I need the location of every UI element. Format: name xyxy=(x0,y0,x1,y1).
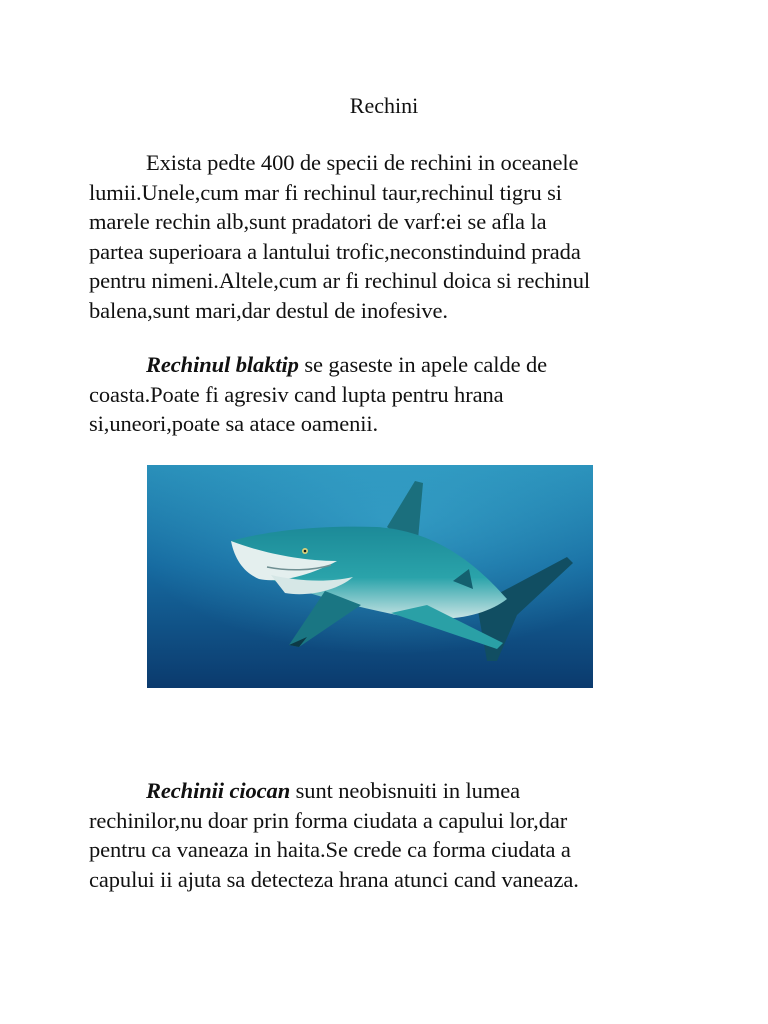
paragraph-line: lumii.Unele,cum mar fi rechinul taur,rechinul tigru si xyxy=(89,179,562,205)
line-rest: sunt neobisnuiti in lumea xyxy=(290,778,521,803)
term-hammerhead: Rechinii ciocan xyxy=(146,778,291,803)
page-title: Rechini xyxy=(349,93,419,118)
paragraph-line xyxy=(89,776,649,806)
paragraph-line: marele rechin alb,sunt pradatori de varf:ei se afla la xyxy=(89,209,547,234)
paragraph-line: balena,sunt mari,dar destul de inofesive. xyxy=(89,297,448,323)
term-blacktip: Rechinul blaktip xyxy=(146,352,299,377)
line-rest: se gaseste in apele calde de xyxy=(298,352,548,377)
paragraph-line xyxy=(89,350,649,380)
paragraph-blacktip xyxy=(89,350,649,439)
paragraph-intro xyxy=(89,148,649,325)
shark-photo xyxy=(147,465,593,688)
paragraph-line: partea superioara a lantului trofic,neconstinduind prada xyxy=(89,238,581,264)
paragraph-line: capului ii ajuta sa detecteza hrana atunci cand vaneaza. xyxy=(89,866,579,892)
paragraph-line: pentru nimeni.Altele,cum ar fi rechinul doica si rechinul xyxy=(89,268,591,293)
paragraph-line: coasta.Poate fi agresiv cand lupta pentru hrana xyxy=(89,381,504,407)
paragraph-line: Exista pedte 400 de specii de rechini in oceanele xyxy=(146,150,579,175)
paragraph-hammerhead xyxy=(89,776,649,894)
paragraph-line: rechinilor,nu doar prin forma ciudata a capului lor,dar xyxy=(89,807,568,833)
shark-image-icon xyxy=(147,465,593,688)
paragraph-line: pentru ca vaneaza in haita.Se crede ca forma ciudata a xyxy=(89,837,571,862)
paragraph-line: si,uneori,poate sa atace oamenii. xyxy=(89,411,379,436)
